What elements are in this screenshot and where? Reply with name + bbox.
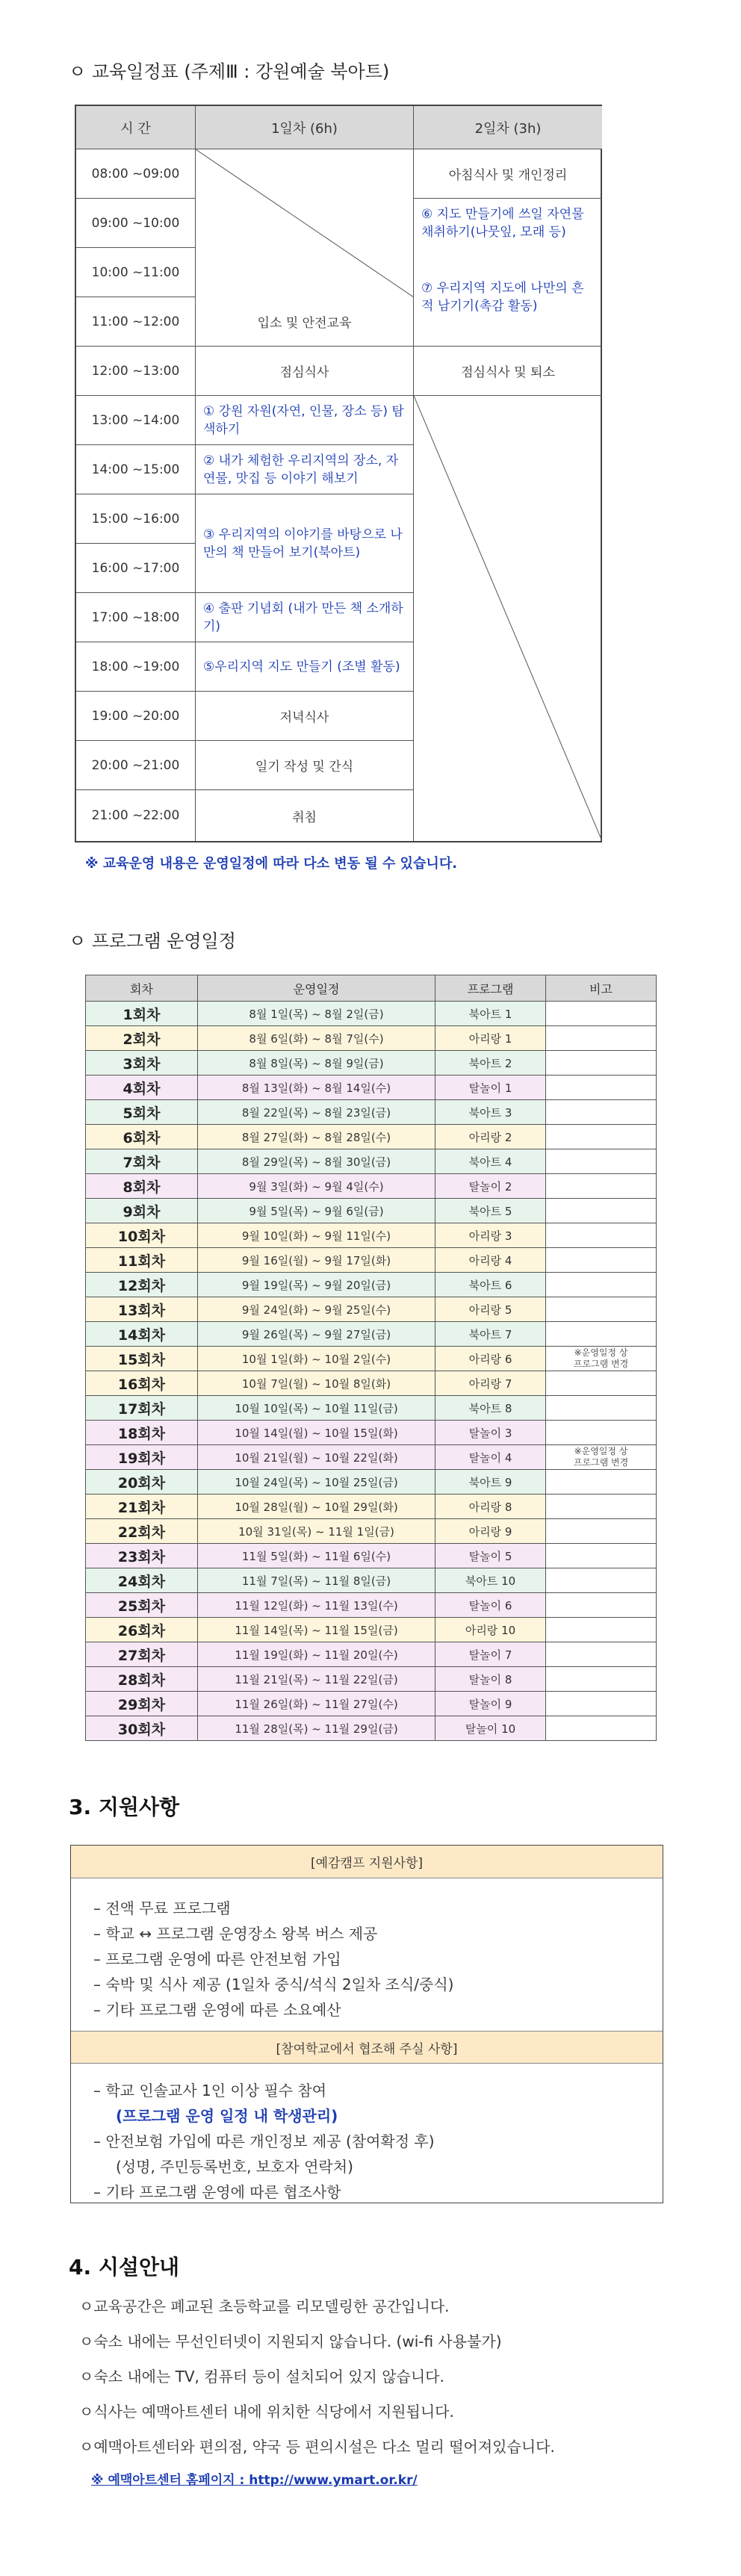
round-cell: 23회차 [86, 1544, 198, 1568]
day1-lunch: 점심식사 [196, 347, 414, 396]
table-row [86, 1100, 657, 1125]
remark-cell [546, 1618, 657, 1642]
round-cell: 19회차 [86, 1445, 198, 1470]
table-row [86, 1026, 657, 1051]
round-cell: 18회차 [86, 1421, 198, 1445]
round-cell: 15회차 [86, 1347, 198, 1371]
program-cell: 탈놀이 7 [435, 1642, 546, 1667]
round-cell: 9회차 [86, 1199, 198, 1223]
facility-item: ㅇ예맥아트센터와 편의점, 약국 등 편의시설은 다소 멀리 떨어져있습니다. [79, 2438, 555, 2456]
round-cell: 14회차 [86, 1322, 198, 1347]
table-row [86, 1347, 657, 1371]
facility-item: ㅇ숙소 내에는 TV, 컴퓨터 등이 설치되어 있지 않습니다. [79, 2368, 444, 2386]
date-cell: 8월 6일(화) ~ 8월 7일(수) [198, 1026, 435, 1051]
time-cell: 20:00 ~21:00 [76, 741, 196, 790]
remark-cell: ※운영일정 상 프로그램 변경 [546, 1347, 657, 1371]
program-cell: 탈놀이 9 [435, 1692, 546, 1716]
round-cell: 5회차 [86, 1100, 198, 1125]
table-row [86, 1322, 657, 1347]
remark-cell [546, 1544, 657, 1568]
time-cell: 15:00 ~16:00 [76, 494, 196, 544]
program-cell: 탈놀이 10 [435, 1716, 546, 1741]
program-cell: 탈놀이 8 [435, 1667, 546, 1692]
date-cell: 10월 31일(목) ~ 11월 1일(금) [198, 1519, 435, 1544]
remark-cell [546, 1125, 657, 1149]
time-cell: 21:00 ~22:00 [76, 790, 196, 841]
table-row [86, 1519, 657, 1544]
remark-cell [546, 1199, 657, 1223]
program-cell: 탈놀이 3 [435, 1421, 546, 1445]
support-item: – 학교 ↔ 프로그램 운영장소 왕복 버스 제공 [93, 1925, 378, 1943]
facility-item: ㅇ식사는 예맥아트센터 내에 위치한 식당에서 지원됩니다. [79, 2403, 454, 2421]
schedule-table [75, 105, 602, 842]
time-cell: 12:00 ~13:00 [76, 347, 196, 396]
day2-empty-block [414, 396, 602, 841]
table-row [86, 1248, 657, 1273]
program-cell: 아리랑 8 [435, 1495, 546, 1519]
date-cell: 8월 27일(화) ~ 8월 28일(수) [198, 1125, 435, 1149]
table-row [86, 1692, 657, 1716]
table-row [86, 1568, 657, 1593]
day1-activity-2: ② 내가 체험한 우리지역의 장소, 자연물, 맛집 등 이야기 해보기 [196, 445, 414, 494]
remark-cell [546, 1716, 657, 1741]
program-cell: 탈놀이 1 [435, 1076, 546, 1100]
support-box [70, 1845, 663, 2203]
date-cell: 11월 7일(목) ~ 11월 8일(금) [198, 1568, 435, 1593]
diagonal-line [414, 396, 602, 841]
program-cell: 북아트 6 [435, 1273, 546, 1297]
program-cell: 북아트 1 [435, 1002, 546, 1026]
header-day1: 1일차 (6h) [196, 106, 414, 149]
facility-title: 4. 시설안내 [69, 2255, 180, 2279]
date-cell: 9월 19일(목) ~ 9월 20일(금) [198, 1273, 435, 1297]
program-cell: 북아트 4 [435, 1149, 546, 1174]
table-row [86, 1544, 657, 1568]
program-cell: 탈놀이 4 [435, 1445, 546, 1470]
round-cell: 24회차 [86, 1568, 198, 1593]
round-cell: 1회차 [86, 1002, 198, 1026]
time-cell: 14:00 ~15:00 [76, 445, 196, 494]
remark-cell [546, 1174, 657, 1199]
date-cell: 11월 12일(화) ~ 11월 13일(수) [198, 1593, 435, 1618]
time-cell: 19:00 ~20:00 [76, 692, 196, 741]
remark-cell [546, 1470, 657, 1495]
header-day2: 2일차 (3h) [414, 106, 602, 149]
day1-activity-4: ④ 출판 기념회 (내가 만든 책 소개하기) [196, 593, 414, 642]
table-row [86, 1002, 657, 1026]
round-cell: 10회차 [86, 1223, 198, 1248]
remark-cell [546, 1248, 657, 1273]
remark-cell [546, 1642, 657, 1667]
time-cell: 17:00 ~18:00 [76, 593, 196, 642]
table-row [86, 1149, 657, 1174]
school-item: – 안전보험 가입에 따른 개인정보 제공 (참여확정 후) [93, 2132, 435, 2150]
day1-activity-3: ③ 우리지역의 이야기를 바탕으로 나만의 책 만들어 보기(북아트) [196, 494, 414, 593]
date-cell: 9월 5일(목) ~ 9월 6일(금) [198, 1199, 435, 1223]
schedule-title: ㅇ 교육일정표 (주제Ⅲ : 강원예술 북아트) [69, 61, 390, 82]
day1-activity-5: ⑤우리지역 지도 만들기 (조별 활동) [196, 642, 414, 692]
date-cell: 8월 1일(목) ~ 8월 2일(금) [198, 1002, 435, 1026]
table-row [86, 1618, 657, 1642]
program-cell: 아리랑 1 [435, 1026, 546, 1051]
remark-cell [546, 1667, 657, 1692]
day1-dinner: 저녁식사 [196, 692, 414, 741]
date-cell: 10월 7일(월) ~ 10월 8일(화) [198, 1371, 435, 1396]
round-cell: 8회차 [86, 1174, 198, 1199]
table-row [86, 1470, 657, 1495]
homepage-link[interactable]: ※ 예맥아트센터 홈페이지 : http://www.ymart.or.kr/ [91, 2473, 418, 2488]
date-cell: 9월 26일(목) ~ 9월 27일(금) [198, 1322, 435, 1347]
date-cell: 11월 5일(화) ~ 11월 6일(수) [198, 1544, 435, 1568]
day2-activity-6: ⑥ 지도 만들기에 쓰일 자연물 채취하기(나뭇잎, 모래 등) [421, 207, 584, 240]
remark-cell [546, 1322, 657, 1347]
school-item: – 학교 인솔교사 1인 이상 필수 참여 [93, 2082, 327, 2099]
table-row [86, 1223, 657, 1248]
remark-cell [546, 1297, 657, 1322]
program-cell: 북아트 3 [435, 1100, 546, 1125]
table-row [86, 1199, 657, 1223]
remark-cell [546, 1002, 657, 1026]
date-cell: 11월 21일(목) ~ 11월 22일(금) [198, 1667, 435, 1692]
support-item: – 기타 프로그램 운영에 따른 소요예산 [93, 2001, 341, 2019]
remark-cell [546, 1051, 657, 1076]
day1-activity-1: ① 강원 자원(자연, 인물, 장소 등) 탐색하기 [196, 396, 414, 445]
table-row [86, 1642, 657, 1667]
table-row [86, 1593, 657, 1618]
date-cell: 10월 14일(월) ~ 10월 15일(화) [198, 1421, 435, 1445]
round-cell: 16회차 [86, 1371, 198, 1396]
round-cell: 11회차 [86, 1248, 198, 1273]
date-cell: 8월 22일(목) ~ 8월 23일(금) [198, 1100, 435, 1125]
time-cell: 16:00 ~17:00 [76, 544, 196, 593]
col-header-remark: 비고 [546, 975, 657, 1002]
round-cell: 20회차 [86, 1470, 198, 1495]
date-cell: 9월 24일(화) ~ 9월 25일(수) [198, 1297, 435, 1322]
remark-cell [546, 1495, 657, 1519]
remark-cell [546, 1371, 657, 1396]
program-cell: 북아트 10 [435, 1568, 546, 1593]
round-cell: 29회차 [86, 1692, 198, 1716]
day1-entrance: 입소 및 안전교육 [196, 297, 414, 347]
table-row [86, 1174, 657, 1199]
round-cell: 12회차 [86, 1273, 198, 1297]
round-cell: 17회차 [86, 1396, 198, 1421]
table-row [86, 1495, 657, 1519]
school-item-note: (프로그램 운영 일정 내 학생관리) [116, 2107, 338, 2125]
date-cell: 9월 3일(화) ~ 9월 4일(수) [198, 1174, 435, 1199]
header-time: 시 간 [76, 106, 196, 149]
program-cell: 북아트 8 [435, 1396, 546, 1421]
table-row [86, 1076, 657, 1100]
support-item: – 전액 무료 프로그램 [93, 1899, 231, 1917]
round-cell: 21회차 [86, 1495, 198, 1519]
date-cell: 11월 28일(목) ~ 11월 29일(금) [198, 1716, 435, 1741]
table-row [86, 1716, 657, 1741]
program-cell: 아리랑 2 [435, 1125, 546, 1149]
remark-cell [546, 1421, 657, 1445]
support-header-camp: [예감캠프 지원사항] [71, 1846, 663, 1878]
round-cell: 2회차 [86, 1026, 198, 1051]
program-title: ㅇ 프로그램 운영일정 [69, 931, 236, 952]
table-row [86, 1297, 657, 1322]
remark-cell [546, 1568, 657, 1593]
date-cell: 10월 21일(월) ~ 10월 22일(화) [198, 1445, 435, 1470]
round-cell: 28회차 [86, 1667, 198, 1692]
remark-cell [546, 1519, 657, 1544]
remark-cell [546, 1026, 657, 1051]
program-cell: 탈놀이 5 [435, 1544, 546, 1568]
school-item: – 기타 프로그램 운영에 따른 협조사항 [93, 2183, 341, 2201]
day1-diary: 일기 작성 및 간식 [196, 741, 414, 790]
remark-cell [546, 1100, 657, 1125]
date-cell: 8월 13일(화) ~ 8월 14일(수) [198, 1076, 435, 1100]
date-cell: 9월 10일(화) ~ 9월 11일(수) [198, 1223, 435, 1248]
day2-lunch: 점심식사 및 퇴소 [414, 347, 602, 396]
round-cell: 6회차 [86, 1125, 198, 1149]
program-table [85, 975, 657, 1741]
time-cell: 08:00 ~09:00 [76, 149, 196, 199]
table-row [86, 1396, 657, 1421]
program-cell: 북아트 2 [435, 1051, 546, 1076]
support-header-school: [참여학교에서 협조해 주실 사항] [71, 2031, 663, 2064]
col-header-program: 프로그램 [435, 975, 546, 1002]
round-cell: 13회차 [86, 1297, 198, 1322]
table-row [86, 1421, 657, 1445]
date-cell: 8월 8일(목) ~ 8월 9일(금) [198, 1051, 435, 1076]
date-cell: 11월 19일(화) ~ 11월 20일(수) [198, 1642, 435, 1667]
time-cell: 09:00 ~10:00 [76, 199, 196, 248]
program-cell: 북아트 9 [435, 1470, 546, 1495]
table-row [86, 1667, 657, 1692]
round-cell: 22회차 [86, 1519, 198, 1544]
remark-cell [546, 1273, 657, 1297]
remark-cell [546, 1223, 657, 1248]
schedule-note: ※ 교육운영 내용은 운영일정에 따라 다소 변동 될 수 있습니다. [85, 856, 458, 872]
facility-item: ㅇ숙소 내에는 무선인터넷이 지원되지 않습니다. (wi-fi 사용불가) [79, 2333, 502, 2350]
table-row [86, 1273, 657, 1297]
col-header-round: 회차 [86, 975, 198, 1002]
school-item-note: (성명, 주민등록번호, 보호자 연락처) [116, 2158, 353, 2176]
round-cell: 3회차 [86, 1051, 198, 1076]
program-cell: 아리랑 6 [435, 1347, 546, 1371]
support-item: – 프로그램 운영에 따른 안전보험 가입 [93, 1950, 341, 1968]
round-cell: 25회차 [86, 1593, 198, 1618]
round-cell: 7회차 [86, 1149, 198, 1174]
program-cell: 탈놀이 6 [435, 1593, 546, 1618]
round-cell: 4회차 [86, 1076, 198, 1100]
date-cell: 11월 26일(화) ~ 11월 27일(수) [198, 1692, 435, 1716]
date-cell: 9월 16일(월) ~ 9월 17일(화) [198, 1248, 435, 1273]
support-item: – 숙박 및 식사 제공 (1일차 중식/석식 2일차 조식/중식) [93, 1976, 454, 1993]
remark-cell [546, 1692, 657, 1716]
program-cell: 아리랑 9 [435, 1519, 546, 1544]
day1-empty-block [196, 149, 414, 297]
table-row [86, 1125, 657, 1149]
day2-breakfast: 아침식사 및 개인정리 [414, 149, 602, 199]
date-cell: 10월 24일(목) ~ 10월 25일(금) [198, 1470, 435, 1495]
table-row [86, 1445, 657, 1470]
remark-cell [546, 1076, 657, 1100]
date-cell: 11월 14일(목) ~ 11월 15일(금) [198, 1618, 435, 1642]
round-cell: 27회차 [86, 1642, 198, 1667]
program-cell: 아리랑 10 [435, 1618, 546, 1642]
time-cell: 11:00 ~12:00 [76, 297, 196, 347]
time-cell: 13:00 ~14:00 [76, 396, 196, 445]
date-cell: 10월 28일(월) ~ 10월 29일(화) [198, 1495, 435, 1519]
date-cell: 8월 29일(목) ~ 8월 30일(금) [198, 1149, 435, 1174]
remark-cell [546, 1149, 657, 1174]
remark-cell [546, 1593, 657, 1618]
program-cell: 아리랑 3 [435, 1223, 546, 1248]
remark-cell [546, 1396, 657, 1421]
program-cell: 아리랑 7 [435, 1371, 546, 1396]
table-row [86, 1371, 657, 1396]
program-cell: 탈놀이 2 [435, 1174, 546, 1199]
program-cell: 아리랑 4 [435, 1248, 546, 1273]
table-row [86, 1051, 657, 1076]
support-title: 3. 지원사항 [69, 1795, 180, 1819]
date-cell: 10월 1일(화) ~ 10월 2일(수) [198, 1347, 435, 1371]
diagonal-line [196, 149, 414, 297]
day1-sleep: 취침 [196, 790, 414, 841]
round-cell: 30회차 [86, 1716, 198, 1741]
facility-item: ㅇ교육공간은 폐교된 초등학교를 리모델링한 공간입니다. [79, 2297, 450, 2315]
round-cell: 26회차 [86, 1618, 198, 1642]
program-cell: 북아트 5 [435, 1199, 546, 1223]
time-cell: 10:00 ~11:00 [76, 248, 196, 297]
date-cell: 10월 10일(목) ~ 10월 11일(금) [198, 1396, 435, 1421]
remark-cell: ※운영일정 상 프로그램 변경 [546, 1445, 657, 1470]
program-cell: 북아트 7 [435, 1322, 546, 1347]
time-cell: 18:00 ~19:00 [76, 642, 196, 692]
program-cell: 아리랑 5 [435, 1297, 546, 1322]
day2-activity-7: ⑦ 우리지역 지도에 나만의 흔적 남기기(촉감 활동) [414, 248, 602, 347]
col-header-date: 운영일정 [198, 975, 435, 1002]
